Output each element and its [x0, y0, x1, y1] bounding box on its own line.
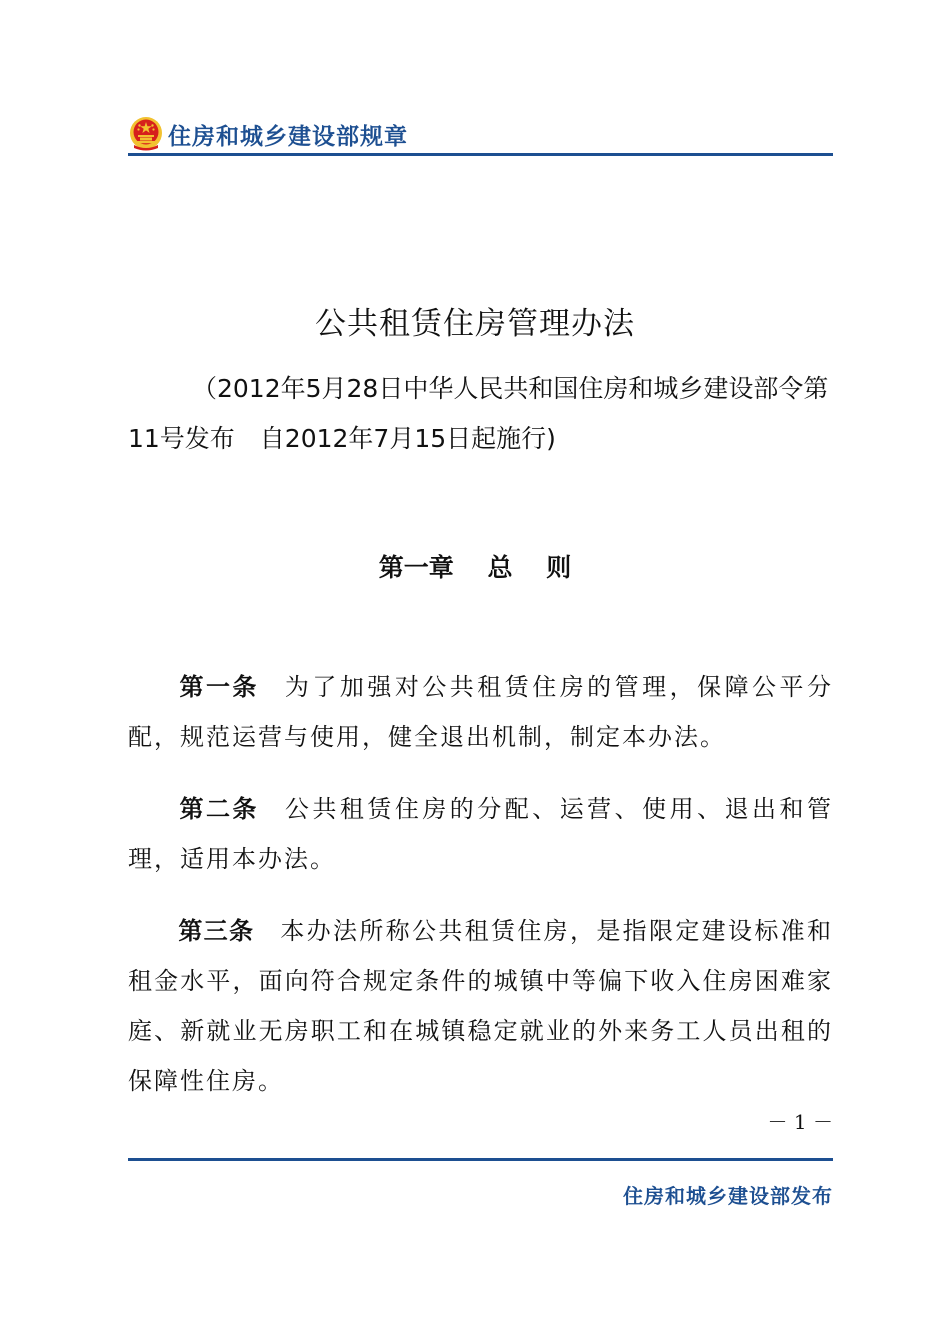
- article-text: 公共租赁住房的分配、运营、使用、退出和管理，适用本办法。: [128, 795, 834, 873]
- page-number: － 1 －: [767, 1110, 833, 1134]
- header-divider: [128, 153, 833, 156]
- article-label: 第一条: [178, 673, 259, 701]
- article-3: [128, 906, 833, 1106]
- page-header: [128, 114, 833, 156]
- header-title: 住房和城乡建设部规章: [168, 124, 408, 150]
- article-text: 本办法所称公共租赁住房，是指限定建设标准和租金水平，面向符合规定条件的城镇中等偏下收入住房困难家庭、新就业无房职工和在城镇稳定就业的外来务工人员出租的保障性住房。: [128, 917, 834, 1095]
- article-text: 为了加强对公共租赁住房的管理，保障公平分配，规范运营与使用，健全退出机制，制定本办法。: [128, 673, 834, 751]
- article-label: 第三条: [178, 917, 255, 945]
- document-title: 公共租赁住房管理办法: [315, 306, 635, 342]
- article-label: 第二条: [178, 795, 259, 823]
- article-1: [128, 662, 833, 762]
- national-emblem-icon: [128, 116, 164, 152]
- document-subtitle: [128, 364, 833, 464]
- footer-publisher: 住房和城乡建设部发布: [623, 1184, 833, 1208]
- article-2: [128, 784, 833, 884]
- chapter-heading: 第一章 总 则: [378, 553, 572, 582]
- subtitle-text: （2012年5月28日中华人民共和国住房和城乡建设部令第11号发布 自2012年7月15日起施行): [128, 374, 829, 453]
- footer-divider: [128, 1158, 833, 1161]
